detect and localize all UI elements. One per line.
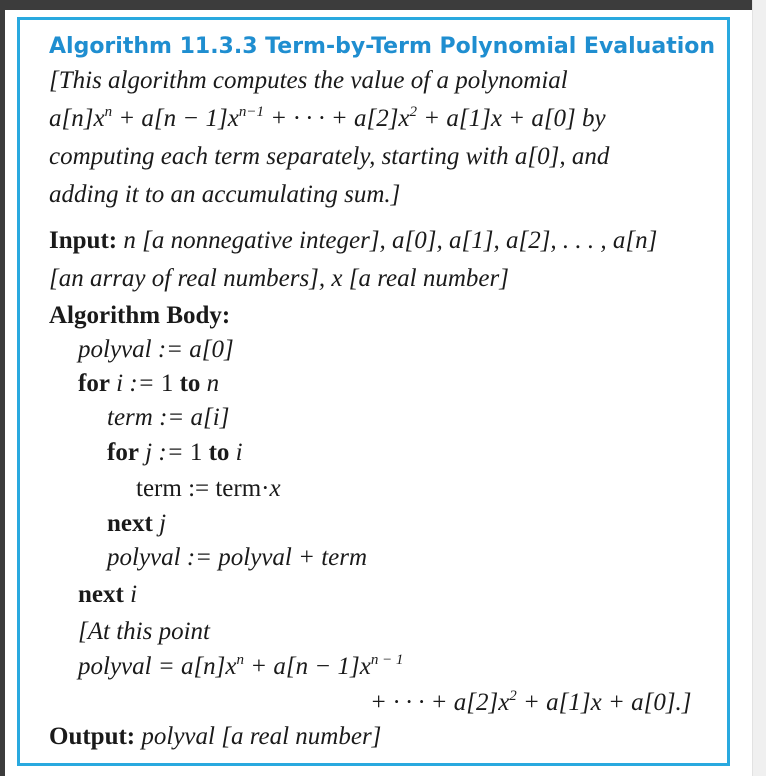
- body-line-next-j: [107, 509, 166, 539]
- comment-term-4: + a[1]x + a[0].]: [516, 689, 692, 716]
- loop-var: j :=: [138, 439, 190, 466]
- body-line-term-init: term := a[i]: [107, 404, 230, 431]
- loop-start: 1: [189, 439, 209, 466]
- loop-end: i: [229, 439, 243, 466]
- body-line-term-multiply: [136, 474, 281, 504]
- to-keyword: to: [179, 370, 201, 397]
- intro-term-1: a[n]x: [49, 105, 105, 132]
- to-keyword: to: [208, 439, 230, 466]
- algorithm-title: Algorithm 11.3.3 Term-by-Term Polynomial Evaluation: [49, 34, 716, 59]
- loop-start: 1: [160, 370, 180, 397]
- next-keyword: next: [78, 581, 124, 608]
- loop-var: i: [123, 581, 138, 608]
- intro-exp-1: n: [104, 104, 113, 120]
- intro-term-4: + a[1]x + a[0] by: [417, 105, 606, 132]
- intro-exp-3: 2: [409, 104, 418, 120]
- window-top-bar: [0, 0, 766, 10]
- comment-exp-1: n: [236, 652, 245, 668]
- loop-var: j: [152, 510, 167, 537]
- input-line-1: [49, 226, 657, 256]
- input-label: Input:: [49, 227, 118, 254]
- output-text: polyval [a real number]: [135, 723, 382, 750]
- scrollbar-border: [752, 0, 753, 776]
- intro-line-1: [This algorithm computes the value of a polynomial: [49, 67, 568, 94]
- intro-line-4: adding it to an accumulating sum.]: [49, 181, 401, 208]
- x-var: x: [269, 475, 281, 502]
- intro-line-3: computing each term separately, starting with a[0], and: [49, 143, 610, 170]
- for-keyword: for: [78, 370, 110, 397]
- intro-line-2: [49, 104, 606, 137]
- intro-term-3: + · · · + a[2]x: [263, 105, 410, 132]
- algorithm-body-label: Algorithm Body:: [49, 302, 231, 329]
- scrollbar[interactable]: [752, 0, 766, 776]
- next-keyword: next: [107, 510, 153, 537]
- body-line-for-i: [78, 369, 219, 399]
- comment-exp-3: 2: [509, 688, 517, 704]
- comment-term-2: + a[n − 1]x: [244, 653, 371, 680]
- body-line-next-i: [78, 580, 137, 610]
- output-label: Output:: [49, 723, 136, 750]
- comment-exp-2: n − 1: [370, 652, 404, 668]
- window-left-edge: [0, 0, 5, 776]
- term-assign: term := term·: [136, 475, 270, 502]
- for-keyword: for: [107, 439, 139, 466]
- intro-exp-2: n−1: [238, 104, 264, 120]
- body-line-polyval-add: polyval := polyval + term: [107, 544, 368, 571]
- output-line: [49, 722, 381, 752]
- body-line-polyval-init: polyval := a[0]: [78, 336, 234, 363]
- loop-var: i :=: [109, 370, 161, 397]
- comment-line-3: [370, 688, 692, 721]
- comment-line-1: [At this point: [78, 618, 210, 645]
- comment-term-1: polyval = a[n]x: [78, 653, 237, 680]
- comment-line-2: [78, 652, 403, 685]
- input-text-1: n [a nonnegative integer], a[0], a[1], a[2], . . . , a[n]: [117, 227, 658, 254]
- input-line-2: [an array of real numbers], x [a real number]: [49, 265, 509, 292]
- body-line-for-j: [107, 438, 243, 468]
- intro-term-2: + a[n − 1]x: [112, 105, 239, 132]
- loop-end: n: [200, 370, 220, 397]
- comment-term-3: + · · · + a[2]x: [370, 689, 510, 716]
